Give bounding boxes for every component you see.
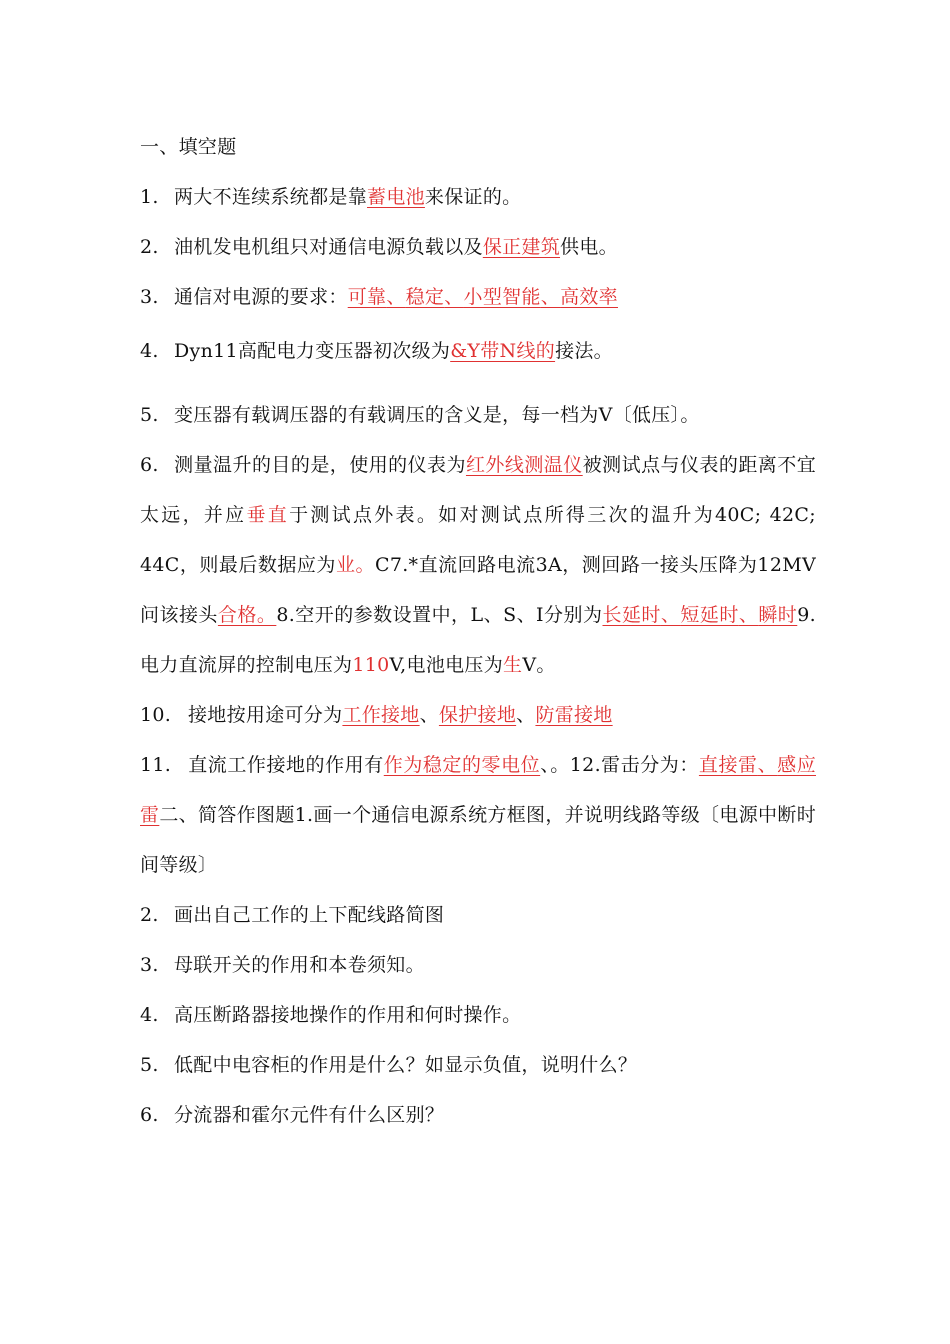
question-text: 油机发电机组只对通信电源负载以及 — [174, 236, 483, 258]
answer-text: 垂直 — [246, 504, 290, 526]
question-text: 8.空开的参数设置中，L、S、I分别为 — [276, 604, 603, 626]
question-text: 9.电力直流屏的控制电压为 — [140, 604, 817, 676]
answer-text: 长延时 — [602, 604, 661, 626]
question-text: 通信对电源的要求： — [174, 286, 348, 308]
answer-text: 红外线测温仪 — [465, 454, 583, 476]
short-answer-6 — [140, 1090, 816, 1140]
answer-text: 稳定 — [405, 286, 445, 308]
question-number: 4. — [140, 340, 159, 362]
answer-separator: 、 — [386, 286, 406, 308]
question-3 — [140, 272, 816, 322]
answer-text: 合格。 — [217, 604, 277, 626]
question-text: C7.*直流回路电流3A，测回路一接头压降为12MV问该接头 — [140, 554, 816, 626]
question-2 — [140, 222, 816, 272]
question-5 — [140, 390, 816, 440]
question-text: 变压器有载调压器的有载调压的含义是，每一档为V〔低压〕。 — [174, 404, 700, 426]
question-text: 、。12.雷击分为： — [540, 754, 699, 776]
answer-text: 保正建筑 — [482, 236, 561, 258]
answer-separator: 、 — [757, 754, 778, 776]
answer-text: 蓄电池 — [367, 186, 425, 208]
answer-text: 业。 — [335, 554, 375, 576]
answer-text: 作为稳定的零电位 — [383, 754, 541, 776]
answer-text: 生 — [503, 654, 523, 676]
question-text: 供电。 — [560, 236, 618, 258]
answer-text: 防雷接地 — [535, 704, 613, 726]
short-answer-4 — [140, 990, 816, 1040]
short-answer-2 — [140, 890, 816, 940]
question-4 — [140, 326, 816, 376]
question-number: 5. — [140, 1054, 159, 1076]
answer-separator: 、 — [660, 604, 681, 626]
question-text: 母联开关的作用和本卷须知。 — [174, 954, 425, 976]
answer-text: 高效率 — [560, 286, 618, 308]
answer-text: &Y带N线的 — [450, 340, 556, 362]
question-number: 2. — [140, 904, 159, 926]
question-text: 分流器和霍尔元件有什么区别？ — [174, 1104, 445, 1126]
question-number: 3. — [140, 286, 159, 308]
question-text: 两大不连续系统都是靠 — [174, 186, 368, 208]
answer-separator: 、 — [540, 286, 561, 308]
question-number: 6. — [140, 454, 159, 476]
question-number: 1. — [140, 186, 159, 208]
answer-text: 感应雷 — [140, 754, 816, 826]
question-text: V。 — [522, 654, 556, 676]
document-body — [140, 122, 816, 1140]
question-text: 接地按用途可分为 — [188, 704, 343, 726]
question-text: 低配中电容柜的作用是什么？如显示负值，说明什么？ — [174, 1054, 638, 1076]
question-11-paragraph — [140, 740, 816, 890]
section-title-fill-blank: 一、填空题 — [140, 136, 237, 158]
answer-text: 110 — [352, 654, 390, 676]
question-text: Dyn11高配电力变压器初次级为 — [174, 340, 451, 362]
question-number: 10. — [140, 704, 172, 726]
answer-text: 小型智能 — [463, 286, 541, 308]
question-number: 5. — [140, 404, 159, 426]
short-answer-3 — [140, 940, 816, 990]
question-text: 来保证的。 — [424, 186, 522, 208]
question-text: 被测试点与仪表的距离不宜太远，并应 — [140, 454, 816, 526]
question-text: 接法。 — [555, 340, 613, 362]
answer-separator: 、 — [419, 704, 439, 726]
answer-text: 直接雷 — [698, 754, 758, 776]
answer-text: 可靠 — [347, 286, 387, 308]
answer-text: 工作接地 — [342, 704, 420, 726]
question-number: 11. — [140, 754, 172, 776]
question-text: 高压断路器接地操作的作用和何时操作。 — [174, 1004, 522, 1026]
short-answer-5 — [140, 1040, 816, 1090]
question-text: 二、简答作图题1.画一个通信电源系统方框图，并说明线路等级〔电源中断时间等级〕 — [140, 804, 816, 876]
question-text: 测量温升的目的是，使用的仪表为 — [174, 454, 466, 476]
answer-separator: 、 — [516, 704, 536, 726]
question-text: V,电池电压为 — [389, 654, 504, 676]
answer-separator: 、 — [444, 286, 464, 308]
question-text: 画出自己工作的上下配线路简图 — [174, 904, 445, 926]
answer-text: 保护接地 — [438, 704, 517, 726]
question-text: 于测试点外表。如对测试点所得三次的温升为40C; 42C; 44C，则最后数据应为 — [140, 504, 816, 576]
question-number: 3. — [140, 954, 159, 976]
question-text: 直流工作接地的作用有 — [188, 754, 384, 776]
question-6-paragraph — [140, 440, 816, 690]
question-number: 6. — [140, 1104, 159, 1126]
question-10 — [140, 690, 816, 740]
answer-separator: 、 — [738, 604, 759, 626]
question-1 — [140, 172, 816, 222]
answer-text: 短延时 — [680, 604, 739, 626]
question-number: 4. — [140, 1004, 159, 1026]
question-number: 2. — [140, 236, 159, 258]
answer-text: 瞬时 — [758, 604, 798, 626]
